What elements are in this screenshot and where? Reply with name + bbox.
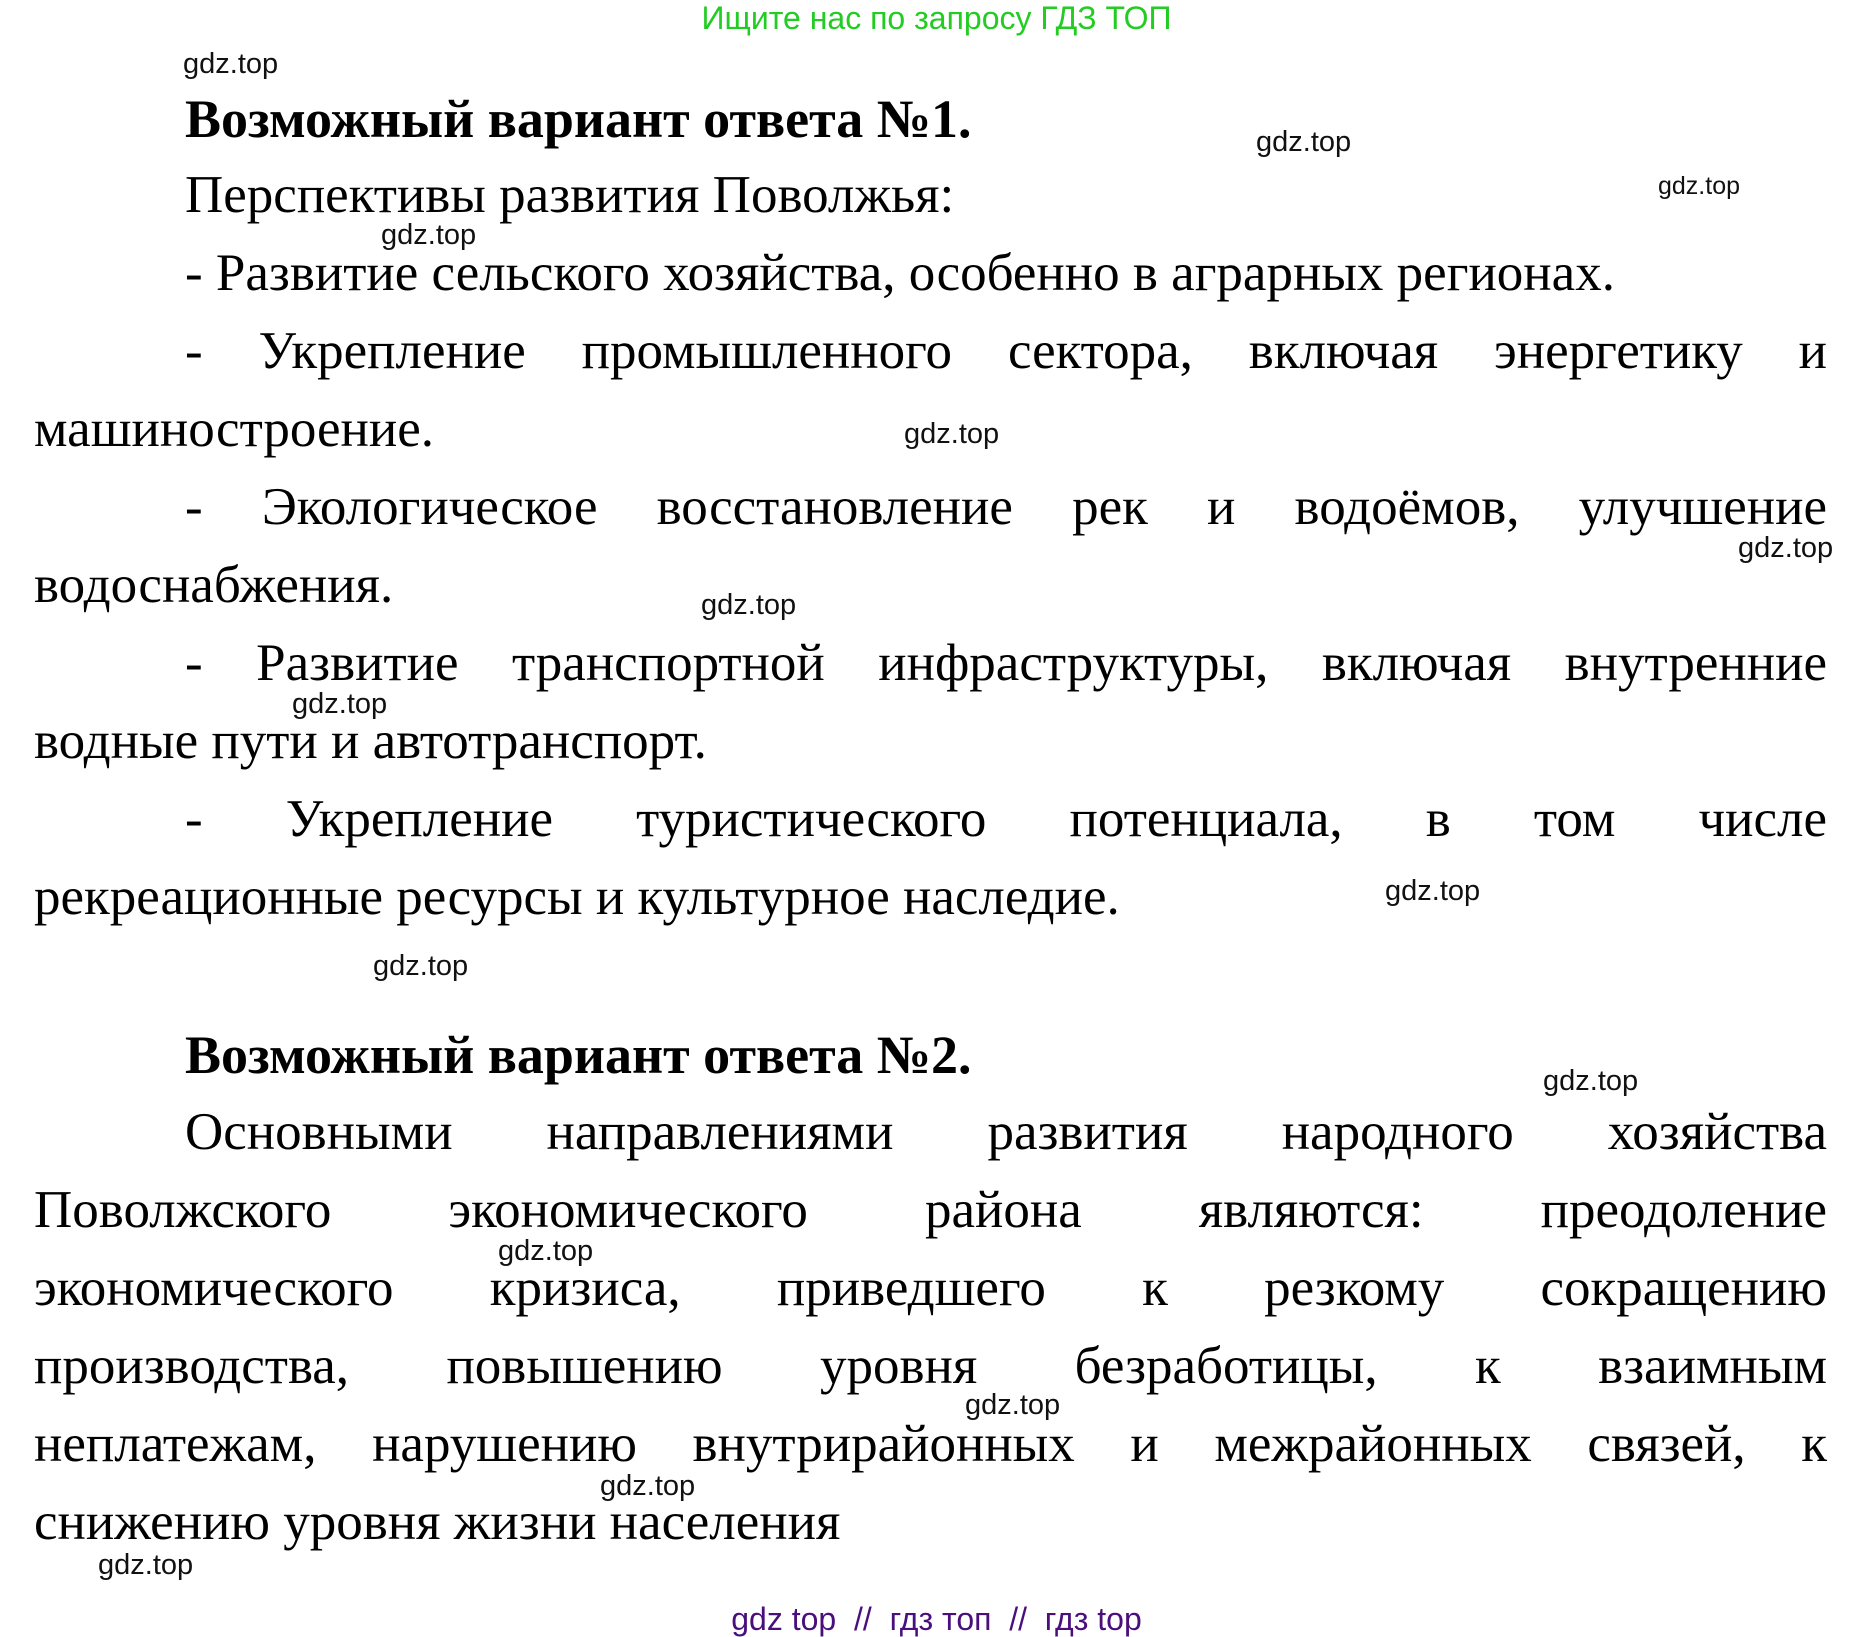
answer1-line: - Экологическое восстановление рек и водоёмов, улучшение	[185, 478, 1827, 536]
answer1-line: рекреационные ресурсы и культурное наследие.	[34, 868, 1120, 926]
answer2-heading: Возможный вариант ответа №2.	[185, 1025, 972, 1085]
answer1-line: водные пути и автотранспорт.	[34, 712, 707, 770]
answer1-line: водоснабжения.	[34, 556, 394, 614]
answer2-line: снижению уровня жизни населения	[34, 1493, 841, 1551]
watermark: gdz.top	[498, 1235, 594, 1267]
answer2-line: производства, повышению уровня безработицы, к взаимным	[34, 1337, 1827, 1395]
answer2-line: неплатежам, нарушению внутрирайонных и межрайонных связей, к	[34, 1415, 1827, 1473]
answer1-heading: Возможный вариант ответа №1.	[185, 89, 972, 149]
watermark: gdz.top	[381, 219, 477, 251]
watermark: gdz.top	[183, 48, 279, 80]
watermark: gdz.top	[1658, 172, 1741, 200]
watermark: gdz.top	[292, 688, 388, 720]
watermark: gdz.top	[1385, 875, 1481, 907]
footer-banner: gdz top // гдз топ // гдз top	[731, 1601, 1142, 1637]
watermark: gdz.top	[1738, 532, 1834, 564]
answer2-line: Поволжского экономического района являются: преодоление	[34, 1181, 1827, 1239]
answer1-line: машиностроение.	[34, 400, 435, 458]
watermark: gdz.top	[701, 589, 797, 621]
watermark: gdz.top	[965, 1389, 1061, 1421]
answer1-intro: Перспективы развития Поволжья:	[185, 166, 955, 224]
watermark: gdz.top	[1256, 126, 1352, 158]
watermark: gdz.top	[98, 1549, 194, 1581]
watermark: gdz.top	[373, 950, 469, 982]
watermark: gdz.top	[600, 1470, 696, 1502]
answer2-line: Основными направлениями развития народного хозяйства	[185, 1103, 1827, 1161]
watermark: gdz.top	[1543, 1065, 1639, 1097]
watermark: gdz.top	[904, 418, 1000, 450]
answer1-line: - Укрепление туристического потенциала, в том числе	[185, 790, 1827, 848]
search-banner: Ищите нас по запросу ГДЗ ТОП	[701, 0, 1172, 36]
answer1-line: - Развитие сельского хозяйства, особенно в аграрных регионах.	[185, 244, 1615, 302]
answer1-line: - Укрепление промышленного сектора, включая энергетику и	[185, 322, 1827, 380]
answer2-line: экономического кризиса, приведшего к резкому сокращению	[34, 1259, 1827, 1317]
answer1-line: - Развитие транспортной инфраструктуры, включая внутренние	[185, 634, 1827, 692]
